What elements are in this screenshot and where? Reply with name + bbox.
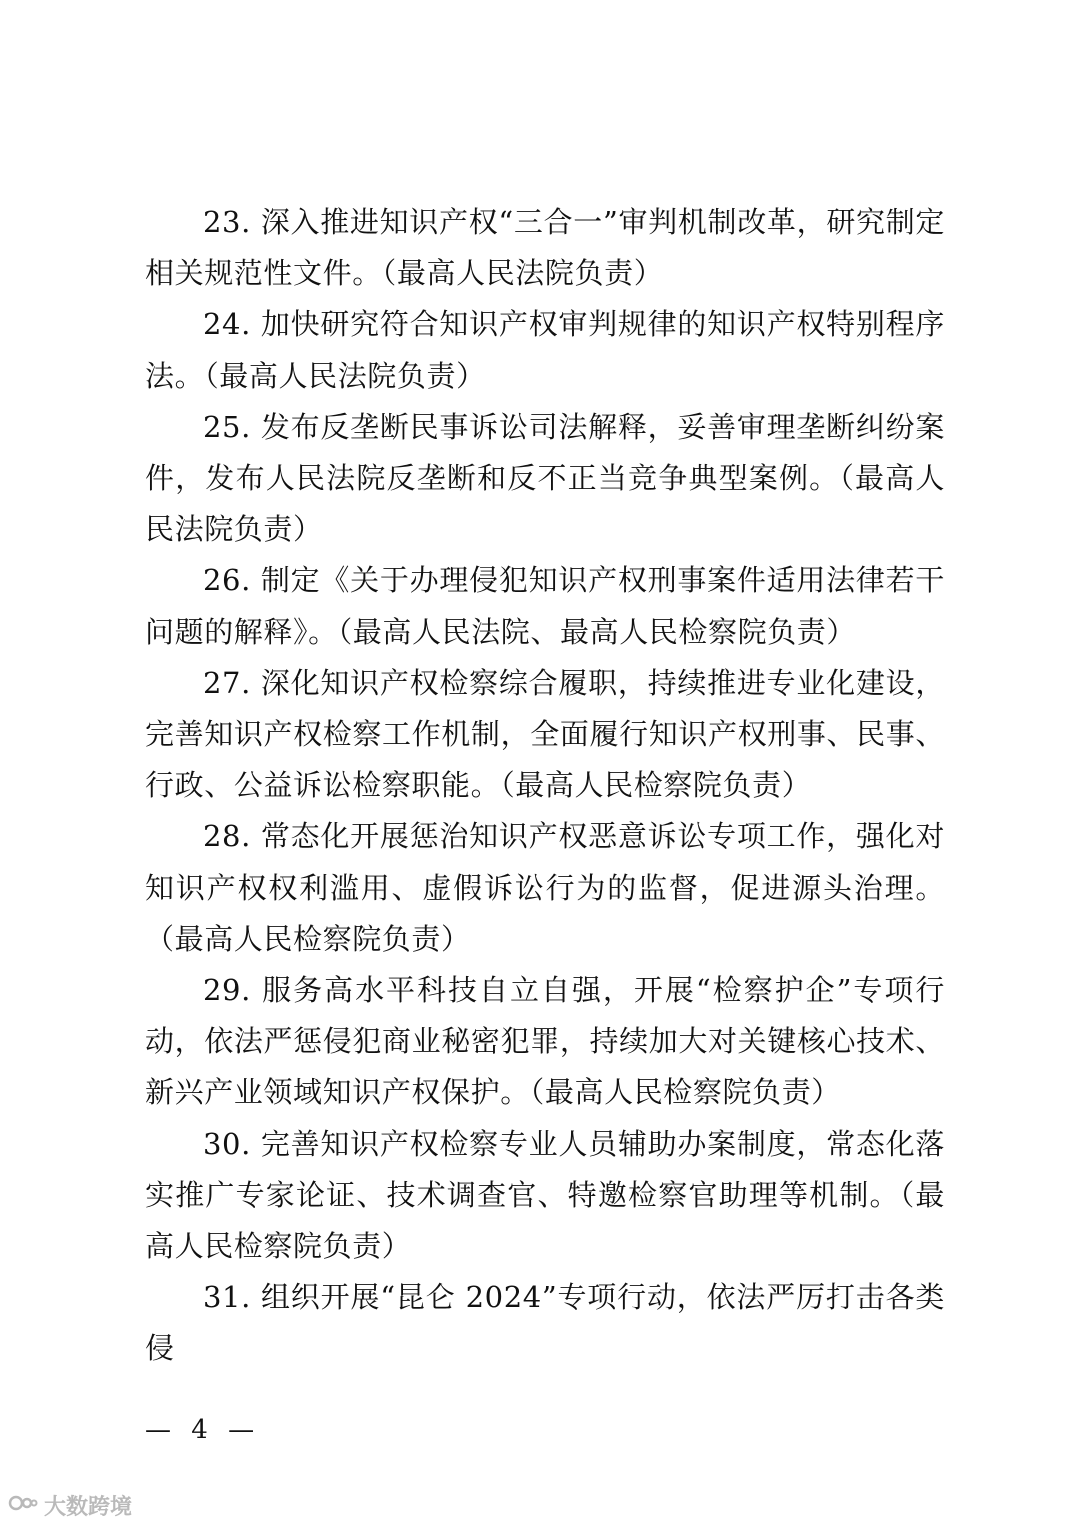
brand-logo-icon — [8, 1491, 38, 1521]
paragraph-item-29: 29. 服务高水平科技自立自强，开展“检察护企”专项行动，依法严惩侵犯商业秘密犯罪，持续加大对关键核心技术、新兴产业领域知识产权保护。（最高人民检察院负责） — [145, 973, 945, 1110]
paragraph-item-25: 25. 发布反垄断民事诉讼司法解释，妥善审理垄断纠纷案件，发布人民法院反垄断和反不正当竞争典型案例。（最高人民法院负责） — [145, 409, 945, 547]
paragraph-item-23: 23. 深入推进知识产权“三合一”审判机制改革，研究制定相关规范性文件。（最高人民法院负责） — [145, 205, 945, 291]
watermark — [8, 1490, 132, 1521]
watermark-text: 大数跨境 — [44, 1495, 133, 1520]
paragraph-item-24: 24. 加快研究符合知识产权审判规律的知识产权特别程序法。（最高人民法院负责） — [145, 307, 945, 393]
paragraph-item-28: 28. 常态化开展惩治知识产权恶意诉讼专项工作，强化对知识产权权利滥用、虚假诉讼行为的监督，促进源头治理。（最高人民检察院负责） — [145, 819, 945, 956]
paragraph-item-27: 27. 深化知识产权检察综合履职，持续推进专业化建设，完善知识产权检察工作机制，全面履行知识产权刑事、民事、行政、公益诉讼检察职能。（最高人民检察院负责） — [145, 665, 945, 803]
paragraph-item-31: 31. 组织开展“昆仑 2024”专项行动，依法严厉打击各类侵 — [145, 1280, 945, 1366]
page-number: — 4 — — [145, 1415, 261, 1445]
document-body — [145, 197, 945, 1375]
paragraph-item-26: 26. 制定《关于办理侵犯知识产权刑事案件适用法律若干问题的解释》。（最高人民法院、最高人民检察院负责） — [145, 563, 945, 649]
paragraph-item-30: 30. 完善知识产权检察专业人员辅助办案制度，常态化落实推广专家论证、技术调查官、特邀检察官助理等机制。（最高人民检察院负责） — [145, 1126, 945, 1264]
